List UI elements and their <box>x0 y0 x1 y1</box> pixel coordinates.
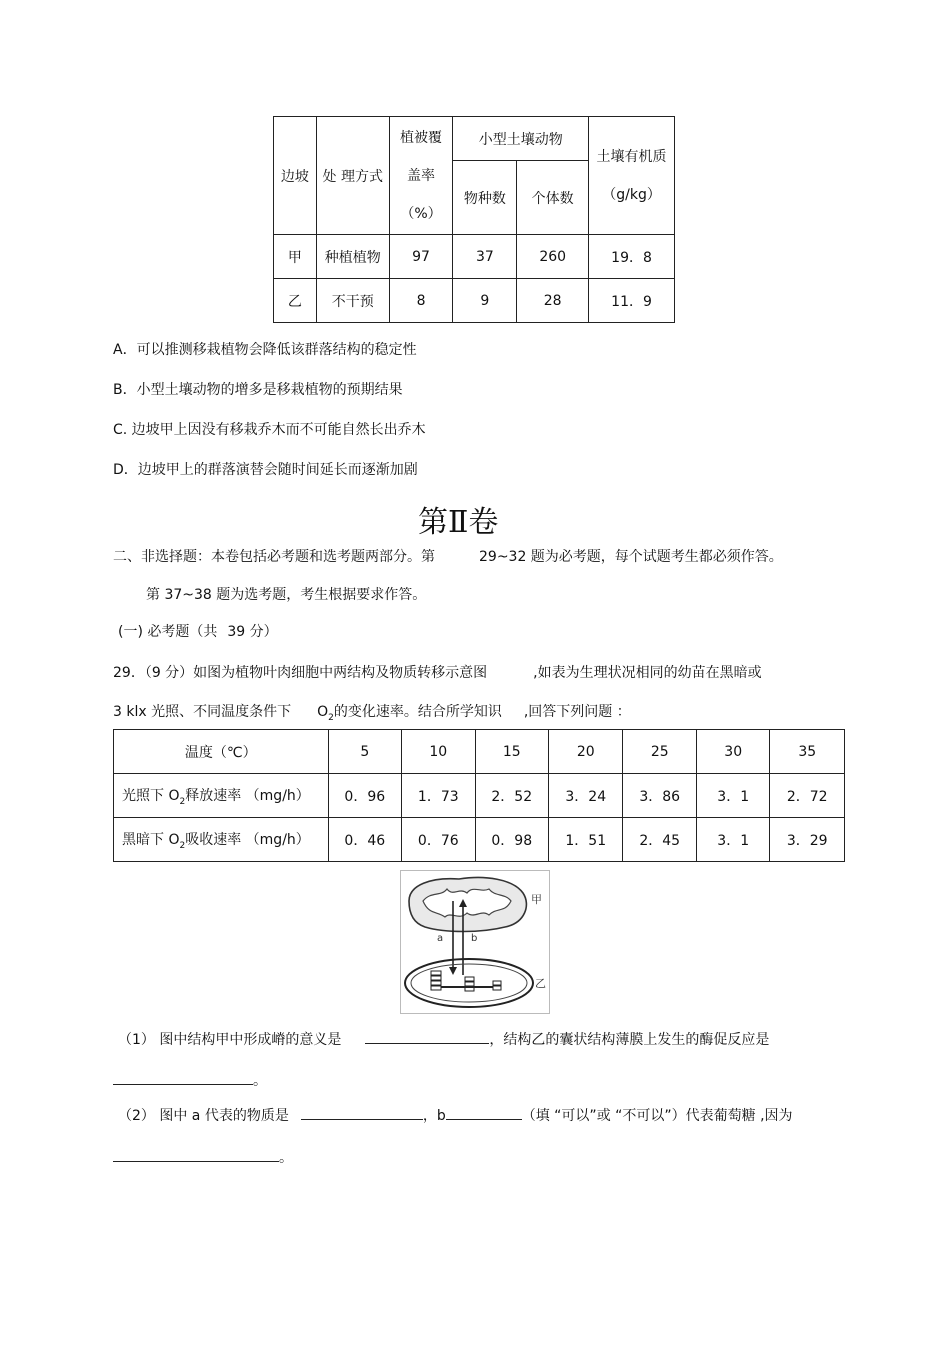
option-c: C. 边坡甲上因没有移栽乔木而不可能自然长出乔木 <box>113 422 426 438</box>
q29-line1-a: 29．（9 分）如图为植物叶肉细胞中两结构及物质转移示意图 <box>113 665 488 681</box>
table-row <box>274 279 675 323</box>
cell-value: 0．46 <box>328 818 401 862</box>
cell-species: 37 <box>453 235 517 279</box>
q1-text-b: ，结构乙的囊状结构薄膜上发生的酶促反应是 <box>489 1032 770 1048</box>
q2-text-c: （填 “可以”或 “不可以”）代表葡萄糖 ,因为 <box>521 1108 793 1124</box>
q1-end: 。 <box>253 1073 267 1089</box>
row-label-light-sub: 2 <box>179 796 186 807</box>
label-yi: 乙 <box>535 977 546 990</box>
q2-blank-3[interactable] <box>113 1149 279 1162</box>
instructions-line3-b: 39 分） <box>227 624 278 640</box>
cell-value: 2．45 <box>623 818 696 862</box>
q29-line1-b: ,如表为生理状况相同的幼苗在黑暗或 <box>533 665 762 681</box>
q29-line2-b: 的变化速率。结合所学知识 <box>333 704 502 720</box>
header-slope: 边坡 <box>274 117 317 235</box>
row-label-dark-sub: 2 <box>179 840 186 851</box>
option-a: A．可以推测移栽植物会降低该群落结构的稳定性 <box>113 342 417 358</box>
q29-line2-sub: 2 <box>328 712 334 723</box>
table-row <box>114 774 845 818</box>
q1-blank-2[interactable] <box>113 1072 253 1085</box>
header-organic-line1: 土壤有机质 <box>596 148 667 165</box>
header-organic <box>589 117 675 235</box>
header-coverage-line2: 盖率 <box>407 167 436 184</box>
q2-blank-1[interactable] <box>301 1107 423 1120</box>
cell-value: 2．52 <box>475 774 548 818</box>
q2-line <box>118 1105 793 1125</box>
table-row <box>114 818 845 862</box>
q29-line2-a: 3 klx 光照、不同温度条件下 <box>113 704 292 720</box>
cell-coverage: 8 <box>389 279 453 323</box>
slope-data-table <box>273 116 675 323</box>
q29-line2-c: ,回答下列问题 ： <box>523 704 631 720</box>
header-temp-25: 25 <box>623 730 696 774</box>
cell-value: 3．1 <box>696 774 769 818</box>
header-temp-20: 20 <box>549 730 623 774</box>
cell-value: 0．98 <box>475 818 548 862</box>
o2-rate-table <box>113 729 845 862</box>
cell-organic: 19．8 <box>589 235 675 279</box>
q2-blank-2[interactable] <box>446 1107 522 1120</box>
q2-text-b: ，b <box>422 1108 446 1124</box>
row-label-dark-a: 黑暗下 <box>122 831 164 848</box>
q29-line2-o: O <box>317 704 329 720</box>
q1-blank-1[interactable] <box>365 1031 489 1044</box>
row-label-dark-b: 吸收速率 （mg/h） <box>185 831 310 848</box>
q1-line2 <box>113 1070 267 1090</box>
header-soil-animals: 小型土壤动物 <box>453 117 589 161</box>
header-individuals: 个体数 <box>517 161 589 235</box>
cell-value: 3．29 <box>770 818 845 862</box>
cell-value: 3．86 <box>623 774 696 818</box>
option-b: B．小型土壤动物的增多是移栽植物的预期结果 <box>113 382 403 398</box>
table-row <box>274 235 675 279</box>
q29-line2 <box>113 701 631 723</box>
option-d: D．边坡甲上的群落演替会随时间延长而逐渐加剧 <box>113 462 418 478</box>
header-temp-35: 35 <box>770 730 845 774</box>
header-species: 物种数 <box>453 161 517 235</box>
instructions-line1-a: 二、非选择题：本卷包括必考题和选考题两部分。第 <box>113 549 435 565</box>
header-temperature: 温度（℃） <box>114 730 329 774</box>
label-a: a <box>437 933 444 944</box>
cell-value: 3．1 <box>696 818 769 862</box>
header-treatment: 处 理方式 <box>316 117 389 235</box>
header-coverage <box>389 117 453 235</box>
instructions-line1 <box>113 546 783 566</box>
instructions-line3 <box>118 621 278 641</box>
cell-individuals: 260 <box>517 235 589 279</box>
cell-slope: 甲 <box>274 235 317 279</box>
header-temp-30: 30 <box>696 730 769 774</box>
q1-text-a: （1） 图中结构甲中形成嵴的意义是 <box>118 1032 342 1048</box>
mitochondrion-shape <box>409 878 526 932</box>
header-temp-10: 10 <box>402 730 475 774</box>
cell-value: 2．72 <box>770 774 845 818</box>
cell-value: 1．73 <box>402 774 475 818</box>
q1-line <box>118 1029 769 1049</box>
row-label-light-b: 释放速率 （mg/h） <box>185 787 310 804</box>
q2-line2 <box>113 1147 293 1167</box>
header-organic-line2: （g/kg） <box>602 186 661 203</box>
section-title: 第Ⅱ卷 <box>418 505 499 540</box>
row-label-dark-o: O <box>168 831 180 848</box>
header-temp-5: 5 <box>328 730 401 774</box>
header-coverage-line3: （%） <box>400 205 442 222</box>
header-temp-15: 15 <box>475 730 548 774</box>
cell-organic: 11．9 <box>589 279 675 323</box>
label-b: b <box>471 933 478 944</box>
cell-slope: 乙 <box>274 279 317 323</box>
row-label-light-o: O <box>168 787 180 804</box>
cell-coverage: 97 <box>389 235 453 279</box>
header-coverage-line1: 植被覆 <box>400 129 443 146</box>
cell-value: 1．51 <box>549 818 623 862</box>
instructions-line2: 第 37~38 题为选考题，考生根据要求作答。 <box>146 587 427 603</box>
cell-value: 3．24 <box>549 774 623 818</box>
q29-line1 <box>113 662 762 682</box>
cell-individuals: 28 <box>517 279 589 323</box>
row-label-light <box>114 774 329 818</box>
chloroplast-shape <box>405 959 533 1007</box>
organelle-diagram-svg <box>401 871 549 1013</box>
cell-treatment: 种植植物 <box>316 235 389 279</box>
label-jia: 甲 <box>531 893 542 906</box>
cell-value: 0．76 <box>402 818 475 862</box>
organelle-diagram <box>400 870 550 1014</box>
cell-species: 9 <box>453 279 517 323</box>
instructions-line1-b: 29~32 题为必考题，每个试题考生都必须作答。 <box>479 549 783 565</box>
cell-value: 0．96 <box>328 774 401 818</box>
instructions-line3-a: (一) 必考题（共 <box>118 624 218 640</box>
q2-end: 。 <box>279 1150 293 1166</box>
row-label-light-a: 光照下 <box>122 787 164 804</box>
q2-text-a: （2） 图中 a 代表的物质是 <box>118 1108 289 1124</box>
row-label-dark <box>114 818 329 862</box>
cell-treatment: 不干预 <box>316 279 389 323</box>
